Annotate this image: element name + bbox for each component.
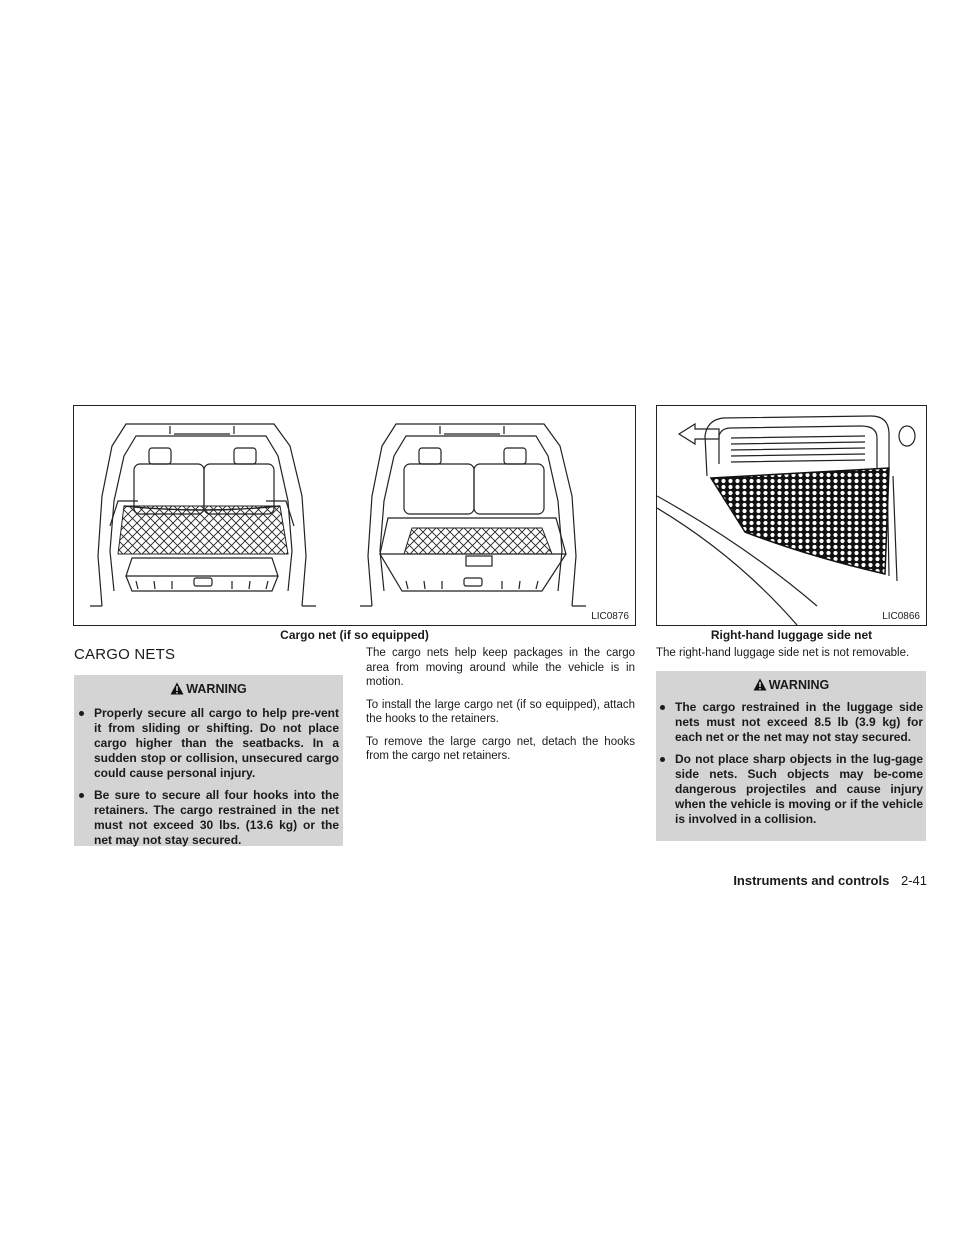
middle-text-column xyxy=(366,646,635,764)
warning-box-cargo-net xyxy=(74,675,343,846)
page-footer xyxy=(733,873,927,888)
list-item: Properly secure all cargo to help pre-vent it from sliding or shifting. Do not place cargo higher than the seatbacks. In a sudden stop or collision, unsecured cargo could cause personal injury. xyxy=(76,706,339,781)
paragraph: To install the large cargo net (if so equipped), attach the hooks to the retainers. xyxy=(366,698,635,725)
warning-triangle-icon xyxy=(170,682,184,695)
side-net-figure xyxy=(656,405,927,626)
figure-caption-cargo-net: Cargo net (if so equipped) xyxy=(280,628,429,642)
figure-code: LIC0866 xyxy=(882,611,920,622)
warning-list xyxy=(76,706,339,848)
footer-section-title: Instruments and controls xyxy=(733,873,890,888)
paragraph: The cargo nets help keep packages in the cargo area from moving around while the vehicle is in motion. xyxy=(366,647,635,688)
page-number: 2-41 xyxy=(900,873,927,888)
list-item: The cargo restrained in the luggage side nets must not exceed 8.5 lb (3.9 kg) for each net or the net may not stay secured. xyxy=(657,700,923,745)
list-item: Be sure to secure all four hooks into the retainers. The cargo restrained in the net must not exceed 30 lbs. (13.6 kg) or the net may not stay secured. xyxy=(76,788,339,848)
figure-code: LIC0876 xyxy=(591,611,629,622)
section-title: CARGO NETS xyxy=(74,646,176,663)
warning-heading xyxy=(656,671,926,692)
warning-heading xyxy=(74,675,343,696)
cargo-area-floor-net xyxy=(360,424,586,606)
side-net-illustration xyxy=(657,406,926,625)
warning-triangle-icon xyxy=(753,678,767,691)
warning-list xyxy=(657,700,923,827)
side-net-note: The right-hand luggage side net is not removable. xyxy=(656,647,910,659)
paragraph: To remove the large cargo net, detach the hooks from the cargo net retainers. xyxy=(366,735,635,762)
warning-label: WARNING xyxy=(186,682,247,696)
warning-box-side-net xyxy=(656,671,926,841)
figure-caption-side-net: Right-hand luggage side net xyxy=(710,628,873,642)
cargo-net-illustration xyxy=(74,406,635,625)
front-arrow-icon xyxy=(679,424,719,444)
cargo-net-figure xyxy=(73,405,636,626)
warning-label: WARNING xyxy=(768,678,830,692)
list-item: Do not place sharp objects in the lug-gage side nets. Such objects may be-come dangerous projectiles and cause injury when the vehicle is moving or if the vehicle is involved in a collision. xyxy=(657,752,923,827)
